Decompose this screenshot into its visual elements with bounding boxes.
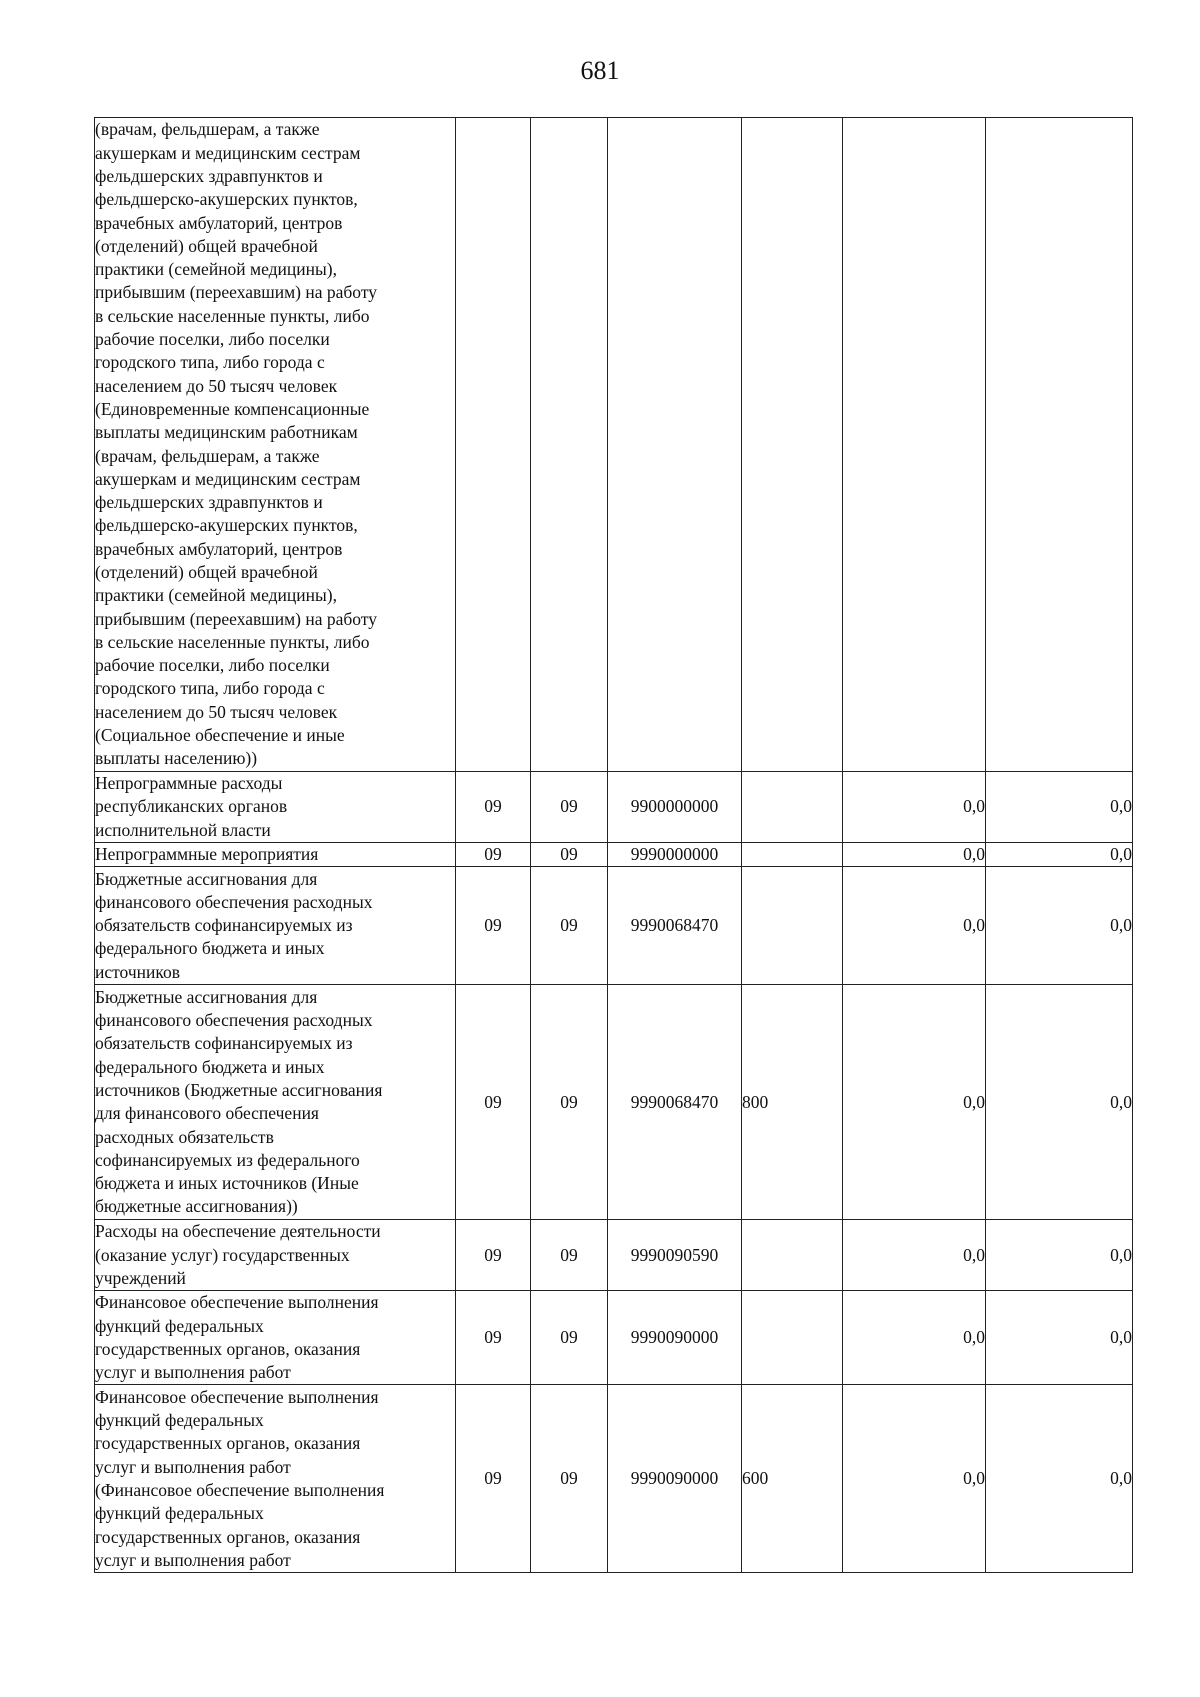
target-article-cell: 9900000000 — [608, 772, 742, 843]
expense-name-cell: Расходы на обеспечение деятельности (оказание услуг) государственных учреждений — [95, 1220, 456, 1291]
expense-type-cell — [742, 118, 843, 772]
table-row — [95, 985, 1133, 1220]
table-row — [95, 772, 1133, 843]
section-code-cell: 09 — [456, 1385, 531, 1573]
table-row — [95, 118, 1133, 772]
expense-type-cell: 600 — [742, 1385, 843, 1573]
table-row — [95, 843, 1133, 867]
amount-2-cell: 0,0 — [986, 1291, 1133, 1385]
target-article-cell: 9990090590 — [608, 1220, 742, 1291]
subsection-code-cell — [531, 118, 608, 772]
expense-name-cell: (врачам, фельдшерам, а также акушеркам и медицинским сестрам фельдшерских здравпунктов и фельдшерско-акушерских пунктов, врачебных амбулаторий, центров (отделений) общей врачебной практики (семейной медицины), прибывшим (переехавшим) на работу в сельские населенные пункты, либо рабочие поселки, либо поселки городского типа, либо города с населением до 50 тысяч человек (Единовременные компенсационные выплаты медицинским работникам (врачам, фельдшерам, а также акушеркам и медицинским сестрам фельдшерских здравпунктов и фельдшерско-акушерских пунктов, врачебных амбулаторий, центров (отделений) общей врачебной практики (семейной медицины), прибывшим (переехавшим) на работу в сельские населенные пункты, либо рабочие поселки, либо поселки городского типа, либо города с населением до 50 тысяч человек (Социальное обеспечение и иные выплаты населению)) — [95, 118, 456, 772]
amount-1-cell: 0,0 — [843, 1291, 986, 1385]
section-code-cell: 09 — [456, 1220, 531, 1291]
expense-type-cell — [742, 843, 843, 867]
amount-1-cell: 0,0 — [843, 1220, 986, 1291]
expense-type-cell — [742, 1220, 843, 1291]
expense-type-cell: 800 — [742, 985, 843, 1220]
subsection-code-cell: 09 — [531, 843, 608, 867]
amount-1-cell — [843, 118, 986, 772]
amount-2-cell: 0,0 — [986, 867, 1133, 985]
amount-2-cell: 0,0 — [986, 985, 1133, 1220]
amount-2-cell: 0,0 — [986, 843, 1133, 867]
expense-name-cell: Финансовое обеспечение выполнения функций федеральных государственных органов, оказания услуг и выполнения работ (Финансовое обеспечение выполнения функций федеральных государственных органов, оказания услуг и выполнения работ — [95, 1385, 456, 1573]
target-article-cell: 9990068470 — [608, 985, 742, 1220]
amount-2-cell: 0,0 — [986, 772, 1133, 843]
expense-type-cell — [742, 867, 843, 985]
expense-type-cell — [742, 772, 843, 843]
expense-name-cell: Непрограммные мероприятия — [95, 843, 456, 867]
section-code-cell: 09 — [456, 843, 531, 867]
section-code-cell: 09 — [456, 867, 531, 985]
expense-name-cell: Бюджетные ассигнования для финансового обеспечения расходных обязательств софинансируемых из федерального бюджета и иных источников (Бюджетные ассигнования для финансового обеспечения расходных обязательств софинансируемых из федерального бюджета и иных источников (Иные бюджетные ассигнования)) — [95, 985, 456, 1220]
table-row — [95, 1291, 1133, 1385]
amount-2-cell — [986, 118, 1133, 772]
section-code-cell — [456, 118, 531, 772]
target-article-cell — [608, 118, 742, 772]
subsection-code-cell: 09 — [531, 1385, 608, 1573]
section-code-cell: 09 — [456, 772, 531, 843]
target-article-cell: 9990090000 — [608, 1385, 742, 1573]
target-article-cell: 9990000000 — [608, 843, 742, 867]
amount-2-cell: 0,0 — [986, 1385, 1133, 1573]
subsection-code-cell: 09 — [531, 772, 608, 843]
expense-name-cell: Бюджетные ассигнования для финансового обеспечения расходных обязательств софинансируемых из федерального бюджета и иных источников — [95, 867, 456, 985]
subsection-code-cell: 09 — [531, 1291, 608, 1385]
section-code-cell: 09 — [456, 1291, 531, 1385]
subsection-code-cell: 09 — [531, 985, 608, 1220]
amount-1-cell: 0,0 — [843, 867, 986, 985]
amount-1-cell: 0,0 — [843, 843, 986, 867]
target-article-cell: 9990068470 — [608, 867, 742, 985]
amount-2-cell: 0,0 — [986, 1220, 1133, 1291]
amount-1-cell: 0,0 — [843, 772, 986, 843]
page-number: 681 — [580, 56, 620, 85]
subsection-code-cell: 09 — [531, 867, 608, 985]
table-row — [95, 1385, 1133, 1573]
amount-1-cell: 0,0 — [843, 1385, 986, 1573]
budget-table — [94, 117, 1133, 1573]
expense-name-cell: Финансовое обеспечение выполнения функций федеральных государственных органов, оказания услуг и выполнения работ — [95, 1291, 456, 1385]
expense-type-cell — [742, 1291, 843, 1385]
table-row — [95, 867, 1133, 985]
amount-1-cell: 0,0 — [843, 985, 986, 1220]
target-article-cell: 9990090000 — [608, 1291, 742, 1385]
subsection-code-cell: 09 — [531, 1220, 608, 1291]
section-code-cell: 09 — [456, 985, 531, 1220]
table-row — [95, 1220, 1133, 1291]
expense-name-cell: Непрограммные расходы республиканских органов исполнительной власти — [95, 772, 456, 843]
